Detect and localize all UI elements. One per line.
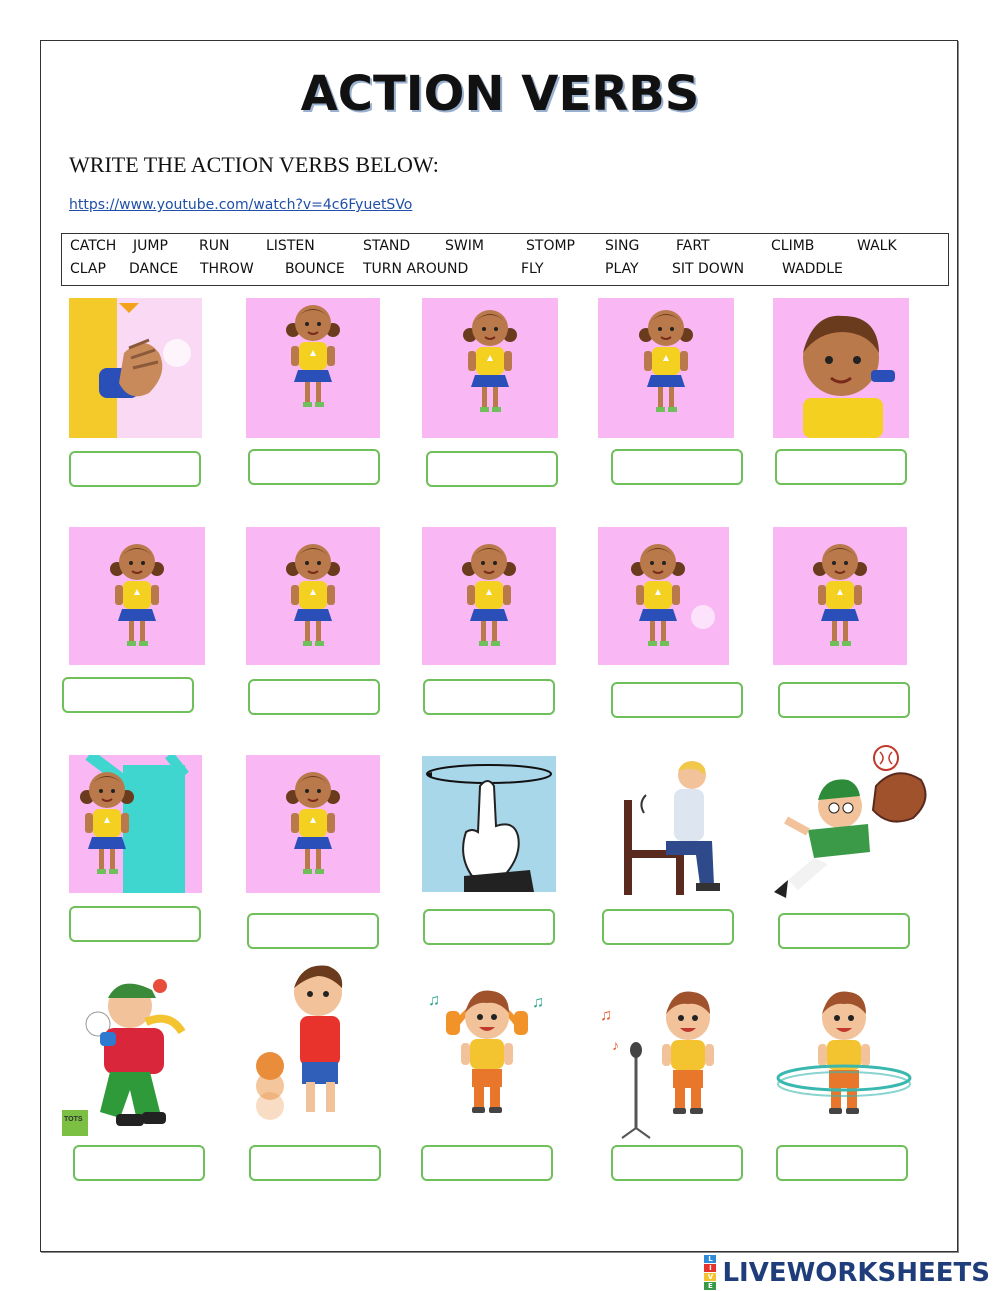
boy-singing-picture bbox=[596, 978, 742, 1142]
boy-catching-picture bbox=[768, 740, 940, 900]
girl-dancing-picture bbox=[773, 527, 907, 665]
answer-box-11[interactable] bbox=[69, 906, 201, 942]
answer-box-2[interactable] bbox=[248, 449, 380, 485]
girl-standing-picture bbox=[69, 527, 205, 665]
girl-climbing-picture bbox=[69, 755, 202, 893]
girl-jumping-picture bbox=[246, 298, 380, 438]
answer-box-10[interactable] bbox=[778, 682, 910, 718]
answer-box-18[interactable] bbox=[421, 1145, 553, 1181]
word-run: RUN bbox=[199, 238, 230, 254]
word-dance: DANCE bbox=[129, 261, 179, 277]
boy-listening-music-picture bbox=[420, 985, 554, 1141]
answer-box-20[interactable] bbox=[776, 1145, 908, 1181]
word-stand: STAND bbox=[363, 238, 411, 254]
word-throw: THROW bbox=[200, 261, 254, 277]
answer-box-14[interactable] bbox=[602, 909, 734, 945]
girl-flying-picture bbox=[246, 527, 380, 665]
clapping-hands-picture bbox=[69, 298, 202, 438]
girl-stand-picture bbox=[246, 755, 380, 893]
word-sing: SING bbox=[605, 238, 640, 254]
word-jump: JUMP bbox=[133, 238, 168, 254]
answer-box-1[interactable] bbox=[69, 451, 201, 487]
answer-box-15[interactable] bbox=[778, 913, 910, 949]
word-walk: WALK bbox=[857, 238, 897, 254]
girl-running-picture bbox=[422, 298, 558, 438]
word-listen: LISTEN bbox=[266, 238, 315, 254]
boy-throwing-snowball-picture bbox=[60, 972, 200, 1142]
girl-throwing-picture bbox=[773, 298, 909, 438]
word-fly: FLY bbox=[521, 261, 544, 277]
answer-box-6[interactable] bbox=[62, 677, 194, 713]
answer-box-17[interactable] bbox=[249, 1145, 381, 1181]
answer-box-9[interactable] bbox=[611, 682, 743, 718]
svg-text:♪: ♪ bbox=[612, 1037, 619, 1053]
word-sit-down: SIT DOWN bbox=[672, 261, 745, 277]
brand-name: LIVEWORKSHEETS bbox=[722, 1257, 990, 1288]
youtube-link[interactable]: https://www.youtube.com/watch?v=4c6FyuetSVo bbox=[69, 197, 413, 213]
svg-text:♫: ♫ bbox=[600, 1007, 612, 1024]
girl-farting-picture bbox=[598, 527, 729, 665]
word-stomp: STOMP bbox=[526, 238, 575, 254]
logo-blocks-icon: L I V E bbox=[704, 1255, 716, 1290]
answer-box-13[interactable] bbox=[423, 909, 555, 945]
tots-logo: TOTS bbox=[64, 1116, 83, 1123]
answer-box-16[interactable] bbox=[73, 1145, 205, 1181]
svg-text:♫: ♫ bbox=[532, 994, 544, 1011]
answer-box-3[interactable] bbox=[426, 451, 558, 487]
answer-box-12[interactable] bbox=[247, 913, 379, 949]
boy-bouncing-ball-picture bbox=[244, 958, 380, 1126]
word-bank bbox=[61, 233, 949, 286]
girl-walking-picture bbox=[598, 298, 734, 438]
instruction-text: WRITE THE ACTION VERBS BELOW: bbox=[69, 152, 439, 177]
answer-box-7[interactable] bbox=[248, 679, 380, 715]
boy-hula-hoop-picture bbox=[772, 978, 914, 1144]
word-bounce: BOUNCE bbox=[285, 261, 345, 277]
finger-turn-around-picture bbox=[422, 756, 556, 892]
answer-box-8[interactable] bbox=[423, 679, 555, 715]
boy-sit-down-picture bbox=[604, 755, 736, 895]
word-catch: CATCH bbox=[70, 238, 117, 254]
answer-box-5[interactable] bbox=[775, 449, 907, 485]
word-swim: SWIM bbox=[445, 238, 484, 254]
word-climb: CLIMB bbox=[771, 238, 815, 254]
word-fart: FART bbox=[676, 238, 710, 254]
word-turn-around: TURN AROUND bbox=[363, 261, 469, 277]
answer-box-19[interactable] bbox=[611, 1145, 743, 1181]
girl-swimming-picture bbox=[422, 527, 556, 665]
word-clap: CLAP bbox=[70, 261, 106, 277]
worksheet-title: ACTION VERBS bbox=[300, 66, 700, 122]
liveworksheets-logo bbox=[704, 1255, 990, 1290]
word-waddle: WADDLE bbox=[782, 261, 843, 277]
svg-text:♫: ♫ bbox=[428, 992, 440, 1009]
word-play: PLAY bbox=[605, 261, 639, 277]
answer-box-4[interactable] bbox=[611, 449, 743, 485]
